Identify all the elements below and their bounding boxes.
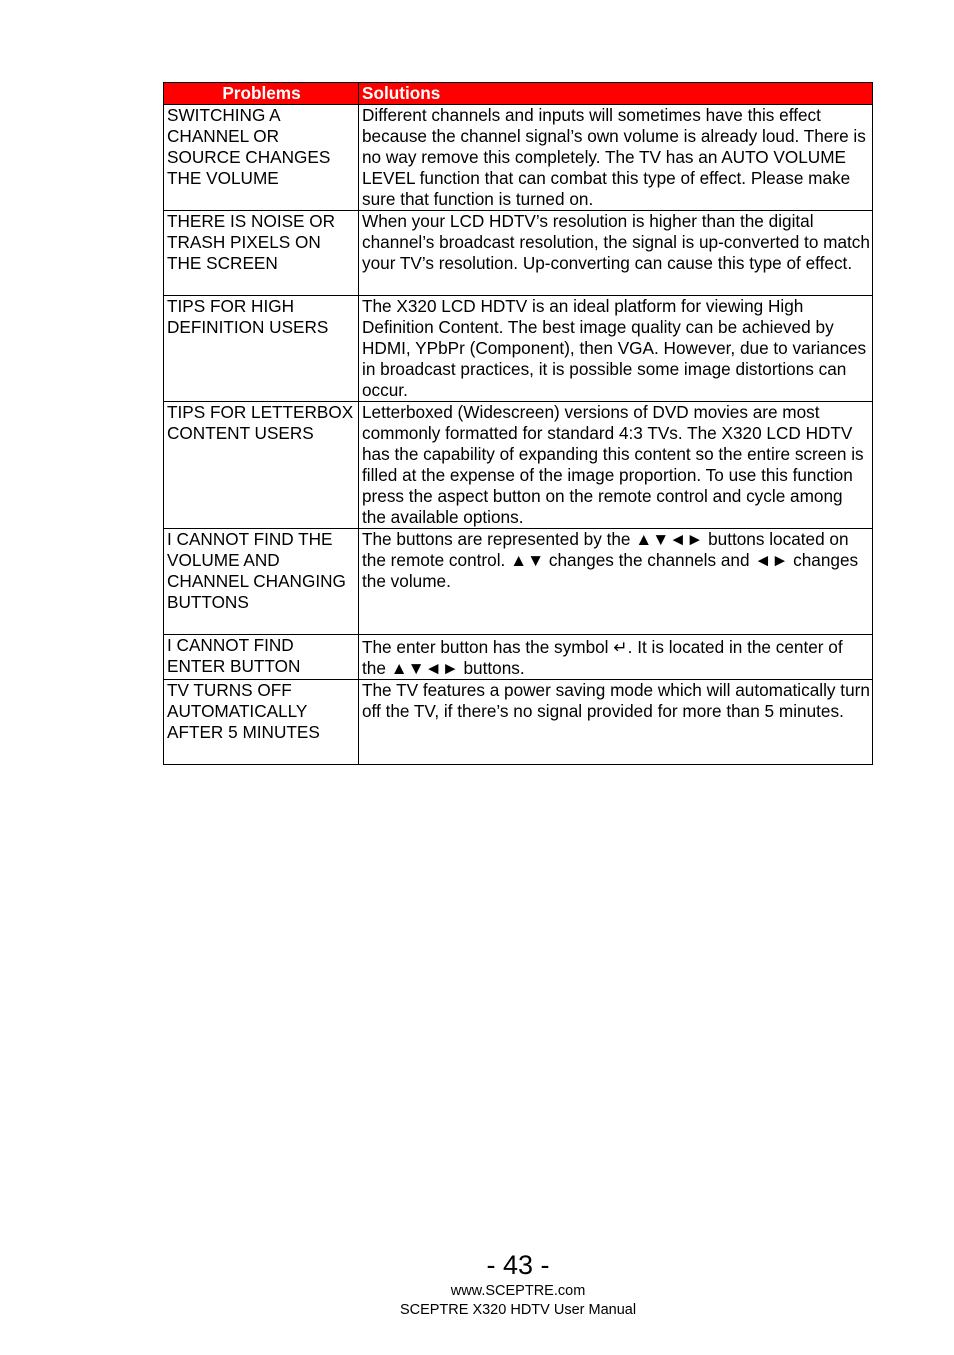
- website-url: www.SCEPTRE.com: [450, 1283, 586, 1299]
- problem-cell: TIPS FOR HIGH DEFINITION USERS: [164, 296, 359, 402]
- problems-header: Problems: [164, 83, 359, 105]
- problem-cell: I CANNOT FIND ENTER BUTTON: [164, 635, 359, 680]
- table-row: [164, 635, 873, 680]
- problem-cell: THERE IS NOISE OR TRASH PIXELS ON THE SCREEN: [164, 211, 359, 296]
- solution-cell: Letterboxed (Widescreen) versions of DVD movies are most commonly formatted for standard 4:3 TVs. The X320 LCD HDTV has the capability of expanding this content so the entire screen is filled at the expense of the image proportion. To use this function press the aspect button on the remote control and cycle among the available options.: [359, 402, 873, 529]
- table-row: [164, 402, 873, 529]
- solution-cell: The X320 LCD HDTV is an ideal platform for viewing High Definition Content. The best image quality can be achieved by HDMI, YPbPr (Component), then VGA. However, due to variances in broadcast practices, it is possible some image distortions can occur.: [359, 296, 873, 402]
- problem-cell: I CANNOT FIND THE VOLUME AND CHANNEL CHANGING BUTTONS: [164, 529, 359, 635]
- table-header-row: [164, 83, 873, 105]
- manual-title: SCEPTRE X320 HDTV User Manual: [399, 1302, 637, 1318]
- table-row: [164, 296, 873, 402]
- problem-cell: TIPS FOR LETTERBOX CONTENT USERS: [164, 402, 359, 529]
- table-row: [164, 211, 873, 296]
- solution-cell: When your LCD HDTV’s resolution is higher than the digital channel’s broadcast resolution, the signal is up-converted to match your TV’s resolution. Up-converting can cause this type of effect.: [359, 211, 873, 296]
- problem-cell: TV TURNS OFF AUTOMATICALLY AFTER 5 MINUTES: [164, 680, 359, 765]
- table-row: [164, 105, 873, 211]
- page-number: - 43 -: [486, 1250, 550, 1280]
- solution-cell: The buttons are represented by the ▲▼◄► buttons located on the remote control. ▲▼ changes the channels and ◄► changes the volume.: [359, 529, 873, 635]
- table-row: [164, 529, 873, 635]
- table-row: [164, 680, 873, 765]
- troubleshooting-table: [163, 82, 873, 765]
- problem-cell: SWITCHING A CHANNEL OR SOURCE CHANGES THE VOLUME: [164, 105, 359, 211]
- solutions-header: Solutions: [359, 83, 873, 105]
- solution-cell: The TV features a power saving mode which will automatically turn off the TV, if there’s no signal provided for more than 5 minutes.: [359, 680, 873, 765]
- solution-cell: Different channels and inputs will sometimes have this effect because the channel signal’s own volume is already loud. There is no way remove this completely. The TV has an AUTO VOLUME LEVEL function that can combat this type of effect. Please make sure that function is turned on.: [359, 105, 873, 211]
- solution-cell: The enter button has the symbol ↵. It is located in the center of the ▲▼◄► buttons.: [359, 635, 873, 680]
